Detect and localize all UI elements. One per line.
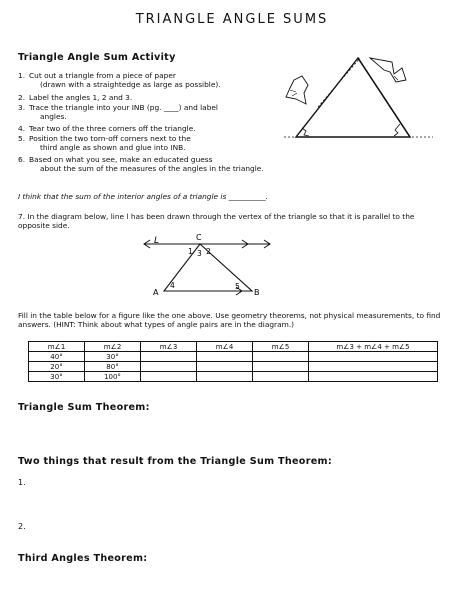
column-header: m∠4 (197, 342, 253, 352)
steps-list (18, 72, 308, 182)
table-cell: 40° (29, 352, 85, 362)
angle-table (28, 341, 438, 382)
step-text-continued: angles. (40, 112, 67, 121)
step-text: Label the angles 1, 2 and 3. (29, 93, 133, 102)
third-angles-theorem-heading: Third Angles Theorem: (18, 553, 148, 564)
page-title: TRIANGLE ANGLE SUMS (135, 12, 329, 27)
step-text: Cut out a triangle from a piece of paper (29, 71, 176, 80)
parallel-line-diagram (140, 232, 290, 300)
step-text: Based on what you see, make an educated guess (29, 155, 213, 164)
column-header: m∠3 (141, 342, 197, 352)
table-cell (197, 372, 253, 382)
torn-corner-top (370, 58, 406, 82)
table-cell: 20° (29, 362, 85, 372)
column-header: m∠3 + m∠4 + m∠5 (309, 342, 438, 352)
table-row (29, 362, 438, 372)
table-cell (309, 352, 438, 362)
label-l: L (154, 236, 160, 246)
table-cell (309, 362, 438, 372)
label-angle-2: 2 (206, 247, 211, 256)
torn-triangle-illustration (278, 52, 438, 144)
step-text-continued: (drawn with a straightedge as large as possible). (40, 80, 221, 89)
table-cell: 80° (85, 362, 141, 372)
step-number: 5. (18, 134, 26, 143)
step-text: Trace the triangle into your INB (pg. ____) and label (29, 103, 218, 112)
torn-edge-left (302, 128, 309, 136)
table-cell (253, 362, 309, 372)
result-1-label: 1. (18, 478, 26, 487)
step-text-continued: about the sum of the measures of the angles in the triangle. (40, 164, 264, 173)
table-header-row (29, 342, 438, 352)
column-header: m∠5 (253, 342, 309, 352)
table-cell (141, 372, 197, 382)
label-angle-3: 3 (197, 249, 202, 258)
step-number: 4. (18, 124, 26, 133)
table-instructions: Fill in the table below for a figure like the one above. Use geometry theorems, not physical measurements, to find answers. (HINT: Think about what types of angle pairs are in the diagram.) (18, 311, 441, 329)
triangle-sum-theorem-heading: Triangle Sum Theorem: (18, 402, 150, 413)
question-7: 7. In the diagram below, line l has been drawn through the vertex of the triangle so that it is parallel to the opposite side. (18, 212, 415, 230)
step-text-continued: third angle as shown and glue into INB. (40, 143, 186, 152)
table-cell (197, 352, 253, 362)
label-angle-1: 1 (188, 247, 193, 256)
conjecture-prompt: I think that the sum of the interior angles of a triangle is __________. (18, 192, 268, 201)
torn-corner-left (286, 76, 308, 104)
activity-heading: Triangle Angle Sum Activity (18, 52, 176, 63)
results-heading: Two things that result from the Triangle Sum Theorem: (18, 456, 332, 467)
label-c: C (196, 233, 202, 242)
table-row (29, 352, 438, 362)
table-cell (253, 372, 309, 382)
column-header: m∠2 (85, 342, 141, 352)
table-cell (141, 352, 197, 362)
step-number: 2. (18, 93, 26, 102)
step-text: Position the two torn-off corners next to the (29, 134, 191, 143)
result-2-label: 2. (18, 522, 26, 531)
table-cell: 100° (85, 372, 141, 382)
table-cell (197, 362, 253, 372)
label-b: B (254, 288, 260, 297)
step-number: 1. (18, 71, 26, 80)
label-a: A (153, 288, 159, 297)
step-text: Tear two of the three corners off the triangle. (29, 124, 196, 133)
label-angle-4: 4 (170, 281, 175, 290)
step-number: 6. (18, 155, 26, 164)
table-cell (141, 362, 197, 372)
table-cell (253, 352, 309, 362)
table-cell (309, 372, 438, 382)
label-angle-5: 5 (235, 282, 240, 291)
column-header: m∠1 (29, 342, 85, 352)
step-number: 3. (18, 103, 26, 112)
table-cell: 30° (29, 372, 85, 382)
torn-edge-right (394, 124, 400, 136)
table-cell: 30° (85, 352, 141, 362)
table-row (29, 372, 438, 382)
